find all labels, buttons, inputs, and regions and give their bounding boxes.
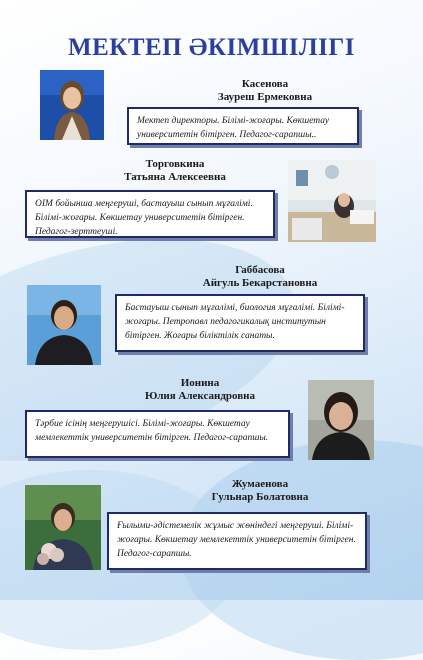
portrait-photo [308,380,374,460]
staff-surname: Жумаенова [231,478,289,490]
staff-name [100,158,250,184]
staff-bio: Бастауыш сынып мұғалімі, биология мұғалімі. Білімі-жоғары. Петропавл педагогикалық институтын бітірген. Жоғары біліктілік санаты. [115,294,365,352]
staff-surname: Ионина [180,377,220,389]
staff-given-name: Зауреш Ермековна [217,91,313,103]
staff-name [175,264,345,290]
staff-surname: Габбасова [235,264,285,276]
portrait-photo [25,485,101,570]
portrait-photo [27,285,101,365]
staff-given-name: Юлия Александровна [144,390,256,402]
staff-surname: Торговкина [145,158,205,170]
staff-bio: Тәрбие ісінің меңгерушісі. Білімі-жоғары. Көкшетау мемлекеттік университетін бітірген. Педагог-сарапшы. [25,410,290,458]
office-photo [288,160,376,242]
staff-given-name: Айгуль Бекарстановна [202,277,318,289]
staff-given-name: Татьяна Алексеевна [124,171,226,183]
staff-surname: Касенова [241,78,289,90]
staff-bio: ОІМ бойынша меңгеруші, бастауыш сынып мұғалімі. Білімі-жоғары. Көкшетау университетін бітірген. Педагог-зерттеуші. [25,190,275,238]
staff-bio: Мектеп директоры. Білімі-жоғары. Көкшетау университетін бітірген. Педагог-сарапшы.. [127,107,359,145]
staff-given-name: Гульнар Болатовна [211,491,309,503]
page-title: МЕКТЕП ӘКІМШІЛІГІ [67,34,356,61]
staff-name [120,377,280,403]
portrait-photo [40,70,104,140]
staff-name [190,78,340,104]
staff-bio: Ғылыми-әдістемелік жұмыс жөніндегі меңгеруші. Білімі-жоғары. Көкшетау мемлекеттік университетін бітірген. Педагог-сарапшы. [107,512,367,570]
staff-name [180,478,340,504]
